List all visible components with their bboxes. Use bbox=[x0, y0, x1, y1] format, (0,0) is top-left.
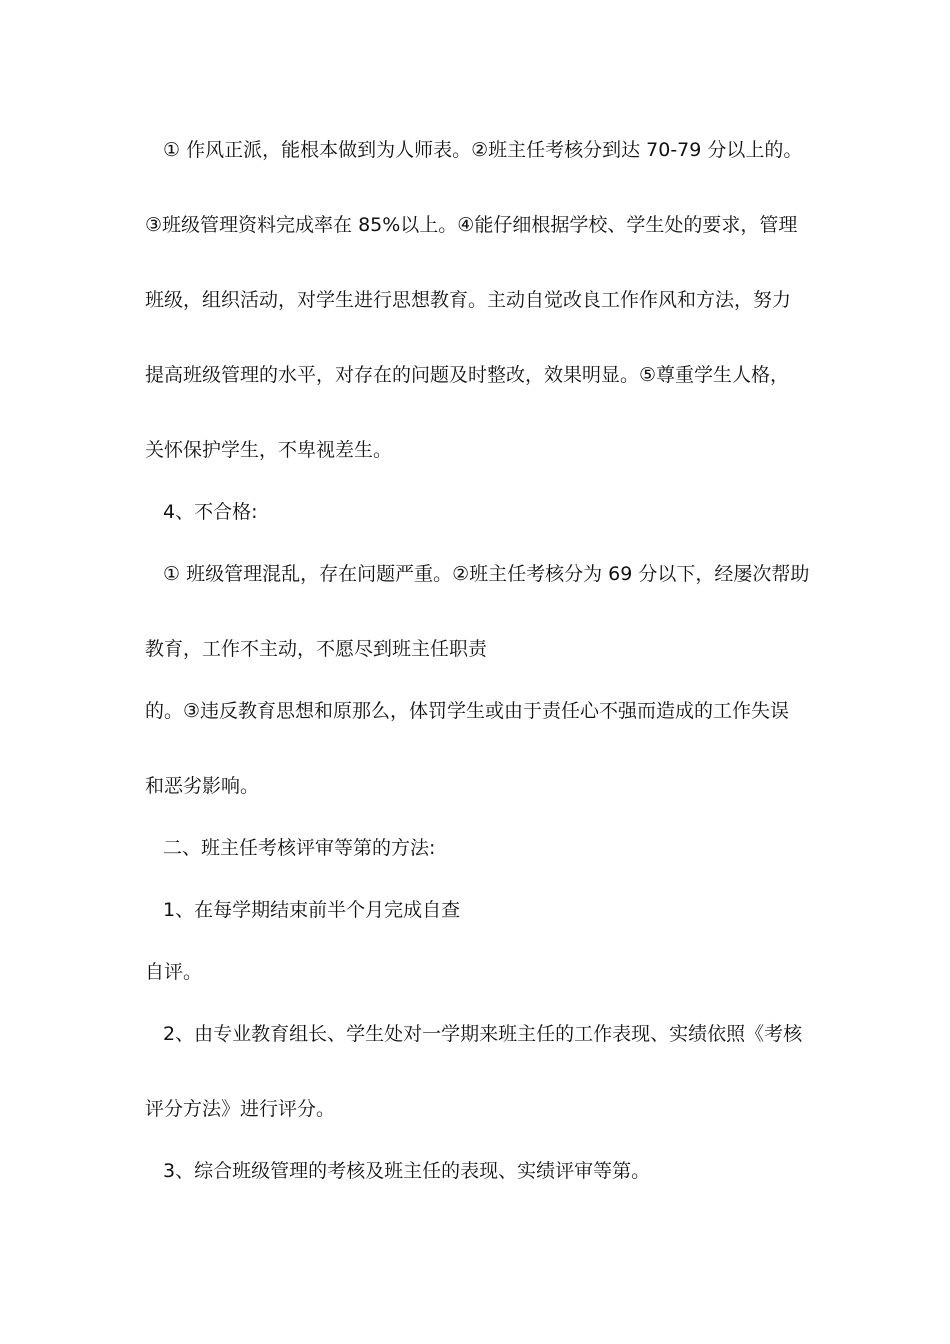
section-heading: 4、不合格: bbox=[163, 501, 258, 523]
paragraph-line: 评分方法》进行评分。 bbox=[145, 1098, 336, 1120]
paragraph-line: 1、在每学期结束前半个月完成自查 bbox=[163, 899, 461, 921]
paragraph-line: 自评。 bbox=[145, 961, 203, 983]
paragraph-line: 关怀保护学生，不卑视差生。 bbox=[145, 439, 393, 461]
paragraph-line: 和恶劣影响。 bbox=[145, 775, 260, 797]
paragraph-line: 教育，工作不主动，不愿尽到班主任职责 bbox=[145, 638, 488, 660]
paragraph-line: ③班级管理资料完成率在 85%以上。④能仔细根据学校、学生处的要求，管理 bbox=[145, 214, 798, 236]
paragraph-line: ① 作风正派，能根本做到为人师表。②班主任考核分到达 70-79 分以上的。 bbox=[163, 139, 803, 161]
paragraph-line: 的。③违反教育思想和原那么，体罚学生或由于责任心不强而造成的工作失误 bbox=[145, 700, 790, 722]
paragraph-line: 3、综合班级管理的考核及班主任的表现、实绩评审等第。 bbox=[163, 1160, 651, 1182]
paragraph-line: 提高班级管理的水平，对存在的问题及时整改，效果明显。⑤尊重学生人格， bbox=[145, 364, 790, 386]
paragraph-line: 2、由专业教育组长、学生处对一学期来班主任的工作表现、实绩依照《考核 bbox=[163, 1023, 803, 1045]
paragraph-line: 班级，组织活动，对学生进行思想教育。主动自觉改良工作作风和方法，努力 bbox=[145, 289, 792, 311]
section-heading: 二、班主任考核评审等第的方法: bbox=[163, 837, 436, 859]
paragraph-line: ① 班级管理混乱，存在问题严重。②班主任考核分为 69 分以下，经屡次帮助 bbox=[163, 563, 810, 585]
